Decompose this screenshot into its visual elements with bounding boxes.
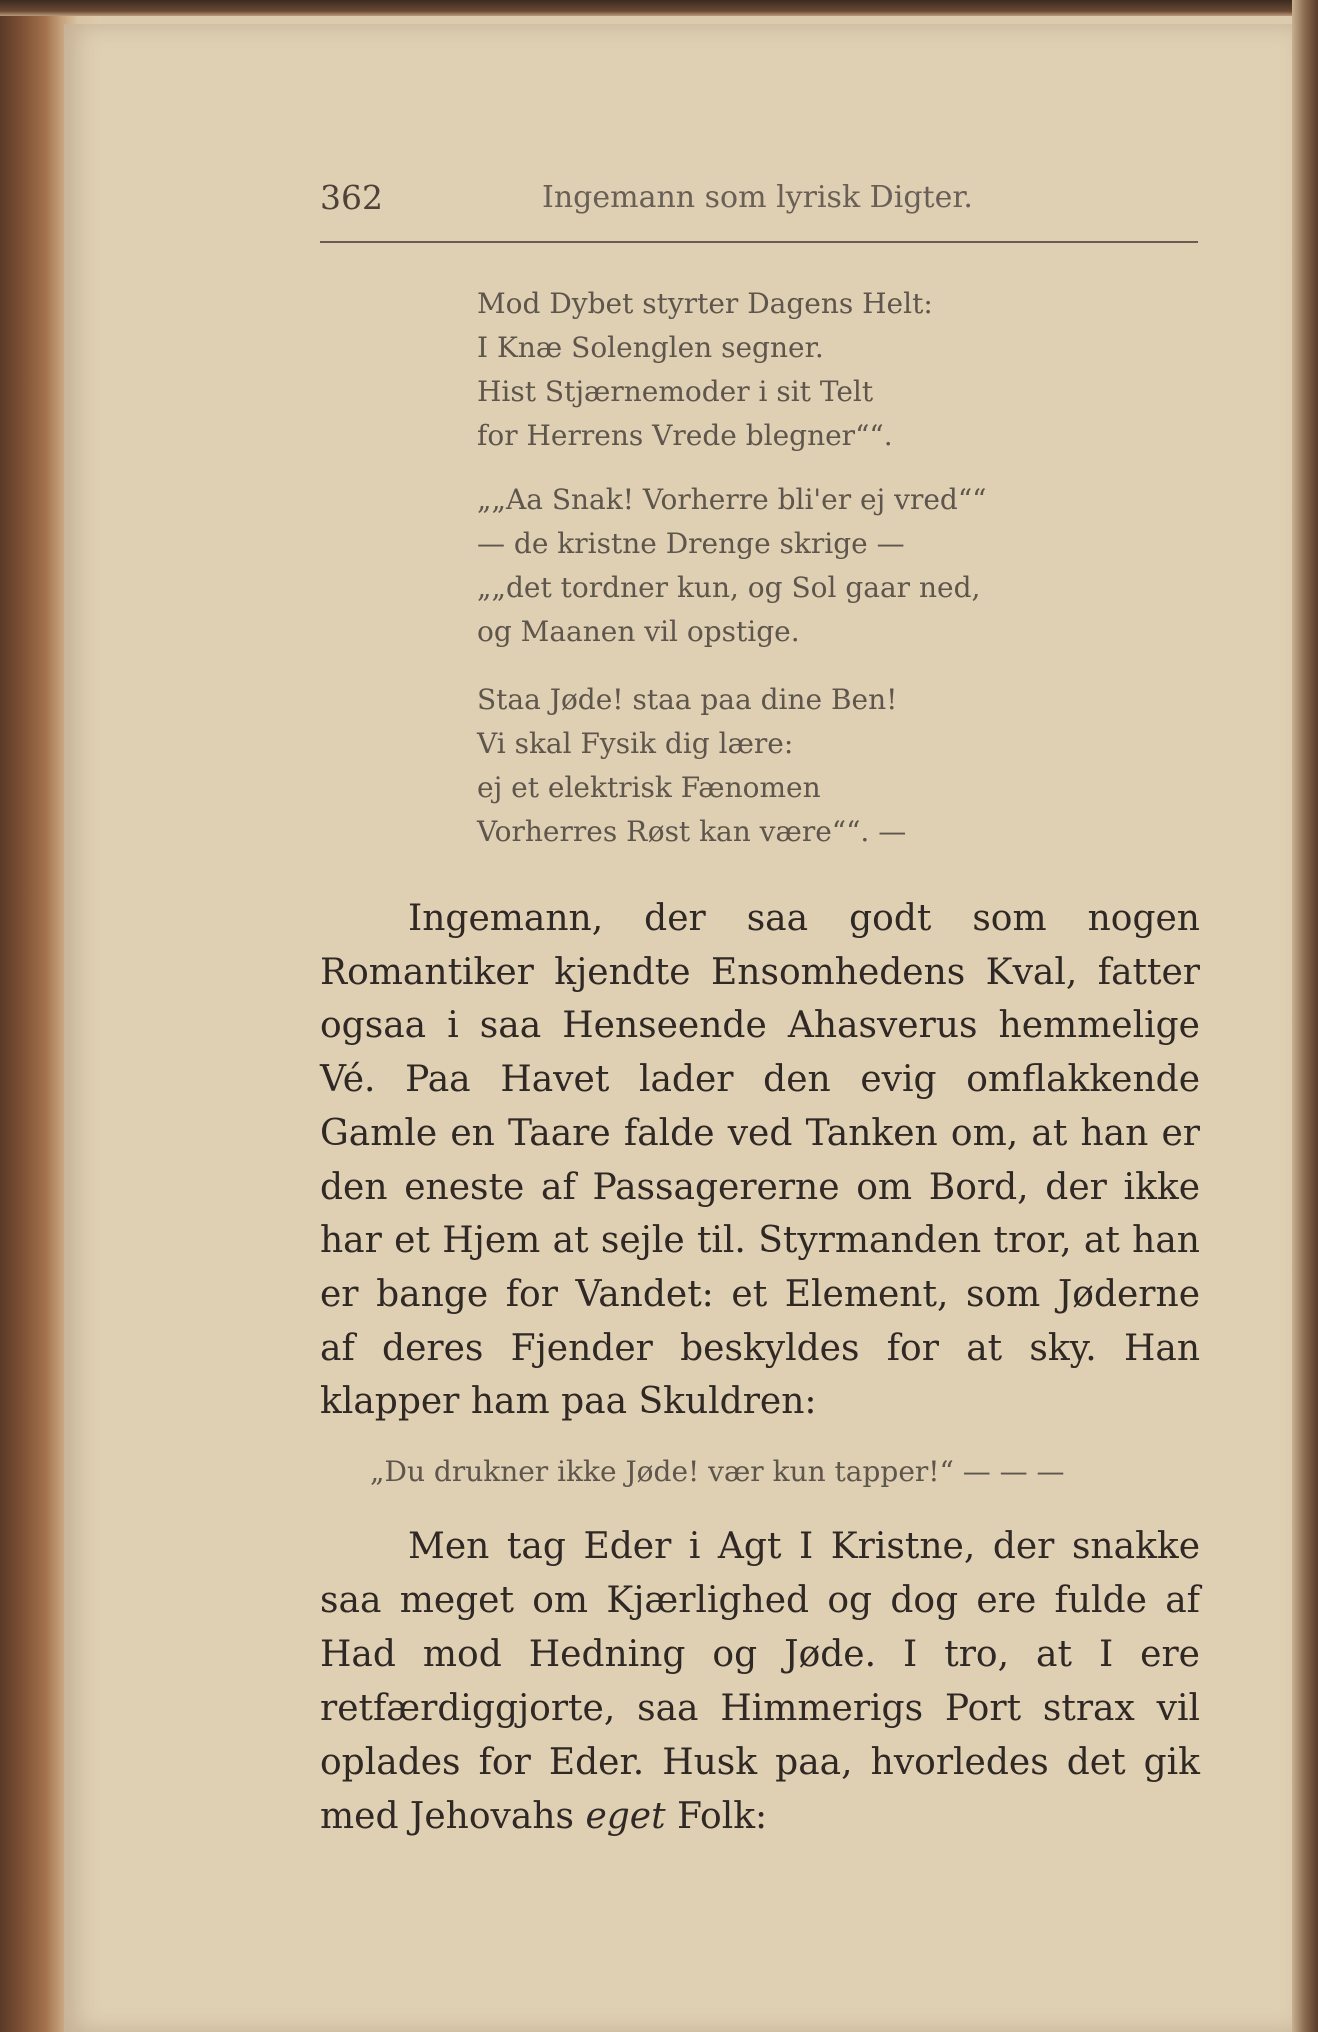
poem-line: Hist Stjærnemoder i sit Telt [477,375,874,408]
poem-line: og Maanen vil opstige. [477,615,800,648]
poem-line: Vi skal Fysik dig lære: [477,727,794,760]
poem-line: Staa Jøde! staa paa dine Ben! [477,683,898,716]
quoted-line: „Du drukner ikke Jøde! vær kun tapper!“ — — — [370,1455,1065,1488]
page-header [320,178,1200,222]
poem-line: Mod Dybet styrter Dagens Helt: [477,287,933,320]
paragraph-2-text: Men tag Eder i Agt I Kristne, der snakke saa meget om Kjærlighed og dog ere fulde af Had mod Hedning og Jøde. I tro, at I ere retfærdiggjorte, saa Himmerigs Port strax vil oplades for Eder. Husk paa, hvorledes det gik med Jehovahs [320,1526,1200,1837]
body-paragraph-2 [320,1520,1200,1844]
running-title: Ingemann som lyrisk Digter. [542,180,973,215]
poem-line: — de kristne Drenge skrige — [477,527,905,560]
poem-stanza-1 [477,282,1077,458]
poem-line: ej et elektrisk Fænomen [477,771,821,804]
book-top-edge [0,0,1318,16]
header-rule [320,241,1198,243]
book-right-edge [1292,0,1318,2032]
poem-line: „„det tordner kun, og Sol gaar ned, [477,571,981,604]
poem-stanza-3 [477,678,1077,854]
emphasized-word: eget [585,1796,666,1837]
paragraph-2-ending: Folk: [665,1796,768,1837]
body-paragraph-1: Ingemann, der saa godt som nogen Romantiker kjendte Ensomhedens Kval, fatter ogsaa i saa Henseende Ahasverus hemmelige Vé. Paa Havet lader den evig omflakkende Gamle en Taare falde ved Tanken om, at han er den eneste af Passagererne om Bord, der ikke har et Hjem at sejle til. Styrmanden tror, at han er bange for Vandet: et Element, som Jøderne af deres Fjender beskyldes for at sky. Han klapper ham paa Skuldren: [320,898,1200,1423]
poem-line: I Knæ Solenglen segner. [477,331,824,364]
poem-stanza-2 [477,478,1077,654]
poem-line: for Herrens Vrede blegner““. [477,419,893,452]
poem-line: Vorherres Røst kan være““. — [477,815,907,848]
page-number: 362 [320,178,383,217]
poem-line: „„Aa Snak! Vorherre bli'er ej vred““ [477,483,987,516]
